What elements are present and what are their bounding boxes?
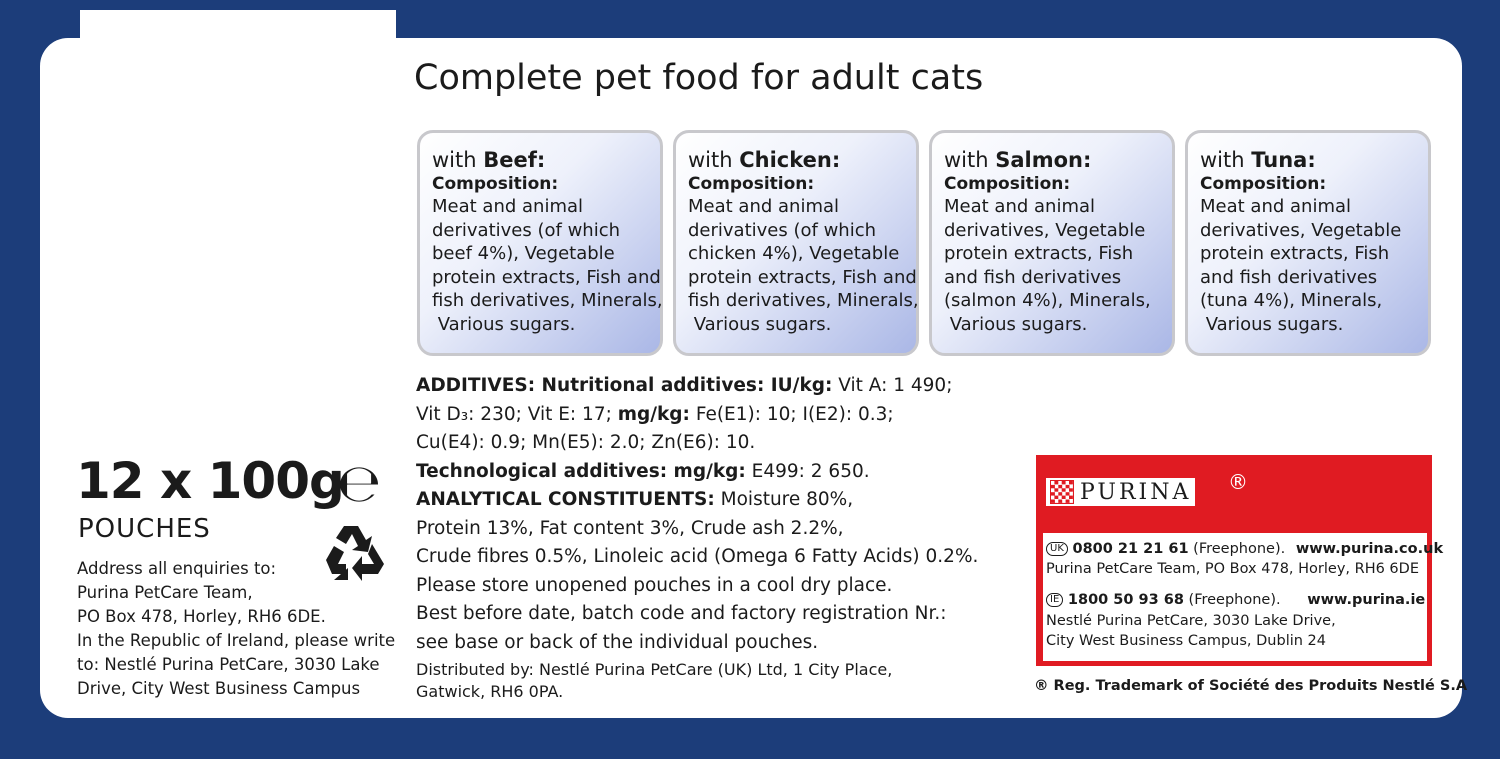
pack-weight: 12 x 100g [76, 452, 344, 510]
composition-text: Meat and animal derivatives, Vegetable protein extracts, Fish and fish derivatives (salmon 4%), Minerals, Various sugars. [944, 196, 1151, 335]
analytical-line: ANALYTICAL CONSTITUENTS: Moisture 80%, [416, 489, 854, 510]
composition-text: Meat and animal derivatives, Vegetable protein extracts, Fish and fish derivatives (tuna 4%), Minerals, Various sugars. [1200, 196, 1402, 335]
address-line: In the Republic of Ireland, please write [77, 631, 396, 650]
ie-address-2: City West Business Campus, Dublin 24 [1046, 633, 1327, 649]
analytical-line: Protein 13%, Fat content 3%, Crude ash 2.2%, [416, 517, 844, 539]
ie-phone: 1800 50 93 68 [1067, 592, 1184, 608]
address-line: Drive, City West Business Campus [77, 679, 361, 698]
additives-line: Vit D₃: 230; Vit E: 17; mg/kg: Fe(E1): 10; I(E2): 0.3; [416, 403, 894, 425]
ie-contact-line: IE 1800 50 93 68 (Freephone). www.purina.ie [1046, 590, 1425, 610]
composition-label: Composition: [944, 174, 1071, 194]
product-title: Complete pet food for adult cats [414, 58, 984, 98]
card-heading: with Beef: [432, 148, 546, 172]
ie-badge: IE [1046, 593, 1063, 607]
card-heading: with Tuna: [1200, 148, 1316, 172]
ie-address-1: Nestlé Purina PetCare, 3030 Lake Drive, [1046, 613, 1336, 629]
estimated-sign-icon: ℮ [337, 454, 382, 514]
uk-url[interactable]: www.purina.co.uk [1295, 541, 1444, 557]
distributor-line: Distributed by: Nestlé Purina PetCare (UK) Ltd, 1 City Place, [416, 660, 893, 679]
distributor-line: Gatwick, RH6 0PA. [416, 682, 564, 701]
composition-label: Composition: [432, 174, 559, 194]
address-line: PO Box 478, Horley, RH6 6DE. [77, 607, 326, 626]
best-before-line: see base or back of the individual pouches. [416, 631, 819, 653]
address-line: Purina PetCare Team, [77, 583, 253, 602]
uk-phone: 0800 21 21 61 [1072, 541, 1189, 557]
composition-label: Composition: [688, 174, 815, 194]
best-before-line: Best before date, batch code and factory registration Nr.: [416, 603, 947, 624]
uk-contact-line: UK 0800 21 21 61 (Freephone). www.purina.co.uk [1046, 539, 1443, 559]
trademark-note: ® Reg. Trademark of Société des Produits Nestlé S.A [1034, 678, 1468, 694]
card-heading: with Salmon: [944, 148, 1092, 172]
purina-logo: PURINA [1046, 478, 1195, 506]
card-tuna [1185, 130, 1431, 356]
uk-address: Purina PetCare Team, PO Box 478, Horley, RH6 6DE [1046, 561, 1419, 577]
additives-line: Cu(E4): 0.9; Mn(E5): 2.0; Zn(E6): 10. [416, 432, 756, 453]
distributor-info [416, 659, 892, 703]
registered-mark: ® [1228, 470, 1248, 494]
card-salmon [929, 130, 1175, 356]
additives-block [416, 372, 978, 657]
enquiries-address [77, 557, 395, 701]
card-heading: with Chicken: [688, 148, 841, 172]
composition-text: Meat and animal derivatives (of which chicken 4%), Vegetable protein extracts, Fish and fish derivatives, Minerals, Various sugars. [688, 196, 919, 335]
composition-label: Composition: [1200, 174, 1327, 194]
address-line: Address all enquiries to: [77, 559, 277, 578]
address-line: to: Nestlé Purina PetCare, 3030 Lake [77, 655, 380, 674]
additives-line: ADDITIVES: Nutritional additives: IU/kg: Vit A: 1 490; [416, 375, 953, 396]
analytical-line: Crude fibres 0.5%, Linoleic acid (Omega 6 Fatty Acids) 0.2%. [416, 546, 979, 567]
composition-text: Meat and animal derivatives (of which beef 4%), Vegetable protein extracts, Fish and fish derivatives, Minerals, Various sugars. [432, 196, 663, 335]
uk-badge: UK [1046, 542, 1068, 556]
card-beef [417, 130, 663, 356]
card-chicken [673, 130, 919, 356]
additives-line: Technological additives: mg/kg: E499: 2 650. [416, 460, 870, 482]
checkerboard-icon [1050, 480, 1074, 504]
ie-url[interactable]: www.purina.ie [1307, 592, 1426, 608]
storage-line: Please store unopened pouches in a cool dry place. [416, 574, 893, 596]
pack-unit: POUCHES [78, 514, 211, 544]
